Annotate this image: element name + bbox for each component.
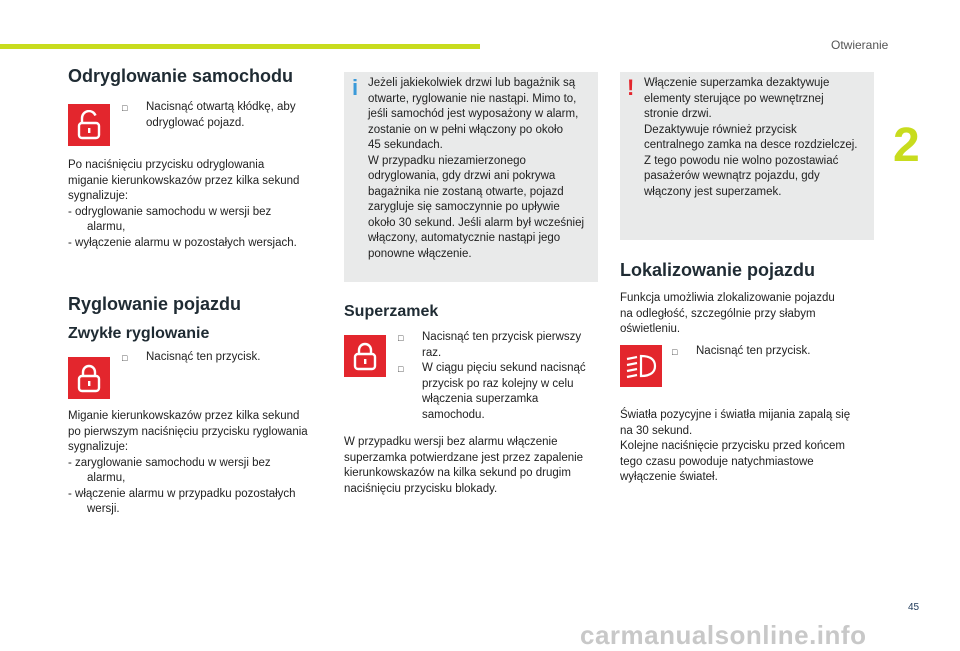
lock-title: Ryglowanie pojazdu bbox=[68, 294, 242, 314]
checkbox-icon: □ bbox=[122, 103, 128, 113]
watermark: carmanualsonline.info bbox=[580, 620, 867, 650]
lock-step: □ Nacisnąć ten przycisk. bbox=[122, 350, 260, 367]
warning-text: Włączenie superzamka dezaktywuje elementy sterujące po wewnętrznej stronie drzwi. Dezaktywuje również przycisk centralnego zamka na desce rozdzielczej. Z tego powodu nie wolno pozostawiać pasażerów wewnątrz pojazdu, gdy włączony jest superzamek. bbox=[644, 77, 858, 198]
list-item: - zaryglowanie samochodu w wersji bez alarmu, bbox=[68, 456, 271, 484]
normal-lock-title: Zwykłe ryglowanie bbox=[68, 325, 210, 342]
lock-description: Miganie kierunkowskazów przez kilka sekund po pierwszym naciśnięciu przycisku ryglowania sygnalizuje: - zaryglowanie samochodu w wersji bez alarmu, - włączenie alarmu w przypadku pozostałych wersji. bbox=[68, 409, 308, 518]
checkbox-icon: □ bbox=[398, 333, 404, 343]
info-icon: i bbox=[352, 75, 359, 100]
list-item: - wyłączenie alarmu w pozostałych wersjach. bbox=[68, 236, 297, 249]
checkbox-icon: □ bbox=[398, 364, 404, 374]
list-item: - włączenie alarmu w przypadku pozostałych wersji. bbox=[68, 487, 296, 515]
superlock-steps bbox=[398, 330, 586, 423]
checkbox-icon: □ bbox=[672, 347, 678, 357]
unlock-key-button bbox=[68, 104, 110, 146]
header-accent-bar bbox=[0, 44, 480, 49]
checkbox-icon: □ bbox=[122, 353, 128, 363]
superlock-key-button bbox=[344, 335, 386, 377]
superlock-description: W przypadku wersji bez alarmu włączenie superzamka potwierdzane jest przez zapalenie kierunkowskazów na kilka sekund po drugim naciśnięciu przycisku blokady. bbox=[344, 436, 584, 495]
headlight-icon bbox=[625, 353, 657, 379]
unlock-title: Odryglowanie samochodu bbox=[68, 66, 294, 86]
warning-icon: ! bbox=[627, 75, 635, 100]
chapter-number: 2 bbox=[893, 119, 920, 172]
unlock-description: Po naciśnięciu przycisku odryglowania miganie kierunkowskazów przez kilka sekund sygnalizuje: - odryglowanie samochodu w wersji bez alarmu, - wyłączenie alarmu w pozostałych wersjach. bbox=[68, 158, 299, 251]
page-number: 45 bbox=[908, 602, 920, 613]
padlock-open-icon bbox=[76, 110, 102, 140]
list-item: - odryglowanie samochodu w wersji bez alarmu, bbox=[68, 205, 272, 233]
padlock-closed-icon bbox=[76, 363, 102, 393]
info-text: Jeżeli jakiekolwiek drzwi lub bagażnik są otwarte, ryglowanie nie nastąpi. Mimo to, jeśli samochód jest wyposażony w alarm, zostanie on w pełni włączony po około 45 sekundach. W przypadku niezamierzonego odryglowania, gdy drzwi ani pokrywa bagażnika nie zostaną otwarte, pojazd zarygluje się samoczynnie po upływie około 30 sekund. Jeśli alarm był wcześniej włączony, automatycznie nastąpi jego ponowne włączenie. bbox=[368, 77, 585, 260]
section-title: Otwieranie bbox=[831, 38, 889, 52]
unlock-step: □ Nacisnąć otwartą kłódkę, aby odryglować pojazd. bbox=[122, 100, 296, 131]
list-item: □ W ciągu pięciu sekund nacisnąć przycisk po raz kolejny w celu włączenia superzamka samochodu. bbox=[398, 361, 586, 423]
locate-description: Funkcja umożliwia zlokalizowanie pojazdu na odległość, szczególnie przy słabym oświetleniu. bbox=[620, 292, 835, 335]
lock-key-button bbox=[68, 357, 110, 399]
list-item: □ Nacisnąć ten przycisk pierwszy raz. bbox=[398, 330, 586, 361]
locate-step: □ Nacisnąć ten przycisk. bbox=[672, 344, 810, 361]
locate-title: Lokalizowanie pojazdu bbox=[620, 260, 816, 280]
superlock-title: Superzamek bbox=[344, 303, 439, 320]
padlock-closed-icon bbox=[352, 341, 378, 371]
locate-result: Światła pozycyjne i światła mijania zapalą się na 30 sekund. Kolejne naciśnięcie przycisku przed końcem tego czasu powoduje natychmiastowe wyłączenie świateł. bbox=[620, 409, 851, 483]
lights-key-button bbox=[620, 345, 662, 387]
